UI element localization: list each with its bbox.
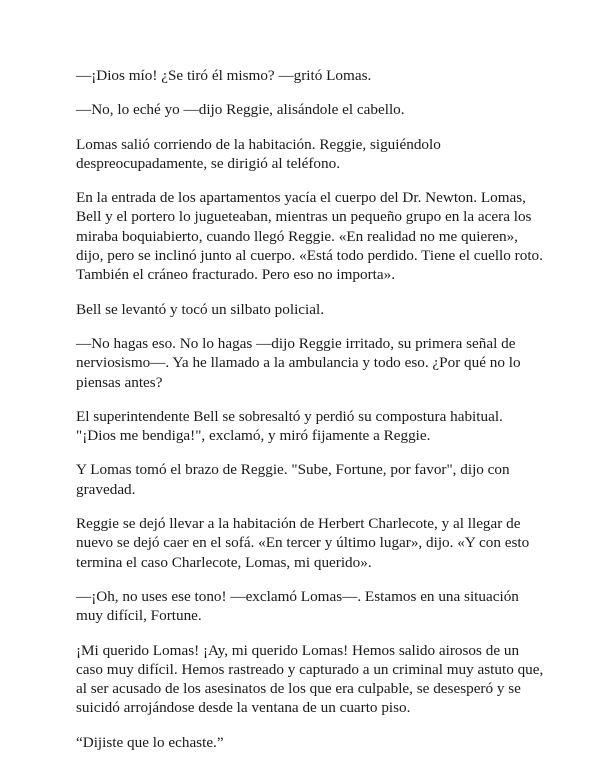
- paragraph: Bell se levantó y tocó un silbato policial.: [76, 300, 325, 318]
- paragraph: El superintendente Bell se sobresaltó y perdió su compostura habitual. "¡Dios me bendiga!", exclamó, y miró fijamente a Reggie.: [76, 407, 503, 445]
- paragraph: —No hagas eso. No lo hagas —dijo Reggie irritado, su primera señal de nerviosismo—. Ya he llamado a la ambulancia y todo eso. ¿Por qué no lo piensas antes?: [76, 334, 521, 391]
- paragraph: Reggie se dejó llevar a la habitación de Herbert Charlecote, y al llegar de nuevo se dejó caer en el sofá. «En tercer y último lugar», dijo. «Y con esto termina el caso Charlecote, Lomas, mi querido».: [76, 515, 530, 571]
- paragraph: “Dijiste que lo echaste.”: [76, 733, 224, 751]
- paragraph: En la entrada de los apartamentos yacía el cuerpo del Dr. Newton. Lomas, Bell y el portero lo jugueteaban, mientras un pequeño grupo en la acera los miraba boquiabierto, cuando llegó Reggie. «En realidad no me quieren», dijo, pero se inclinó junto al cuerpo. «Está todo perdido. Tiene el cuello roto. También el cráneo fracturado. Pero eso no importa».: [76, 189, 543, 284]
- paragraph: —No, lo eché yo —dijo Reggie, alisándole el cabello.: [76, 101, 405, 119]
- paragraph: Y Lomas tomó el brazo de Reggie. "Sube, Fortune, por favor", dijo con gravedad.: [76, 461, 510, 498]
- paragraph: —¡Dios mío! ¿Se tiró él mismo? —gritó Lomas.: [76, 67, 372, 84]
- paragraph: Lomas salió corriendo de la habitación. Reggie, siguiéndolo despreocupadamente, se dirigió al teléfono.: [76, 135, 441, 172]
- document-page: [76, 66, 546, 767]
- paragraph: ¡Mi querido Lomas! ¡Ay, mi querido Lomas! Hemos salido airosos de un caso muy difícil. Hemos rastreado y capturado a un criminal muy astuto que, al ser acusado de los asesinatos de los que era culpable, se desesperó y se suicidó arrojándose desde la ventana de un cuarto piso.: [76, 641, 544, 717]
- paragraph: —¡Oh, no uses ese tono! —exclamó Lomas—. Estamos en una situación muy difícil, Fortune.: [76, 587, 519, 625]
